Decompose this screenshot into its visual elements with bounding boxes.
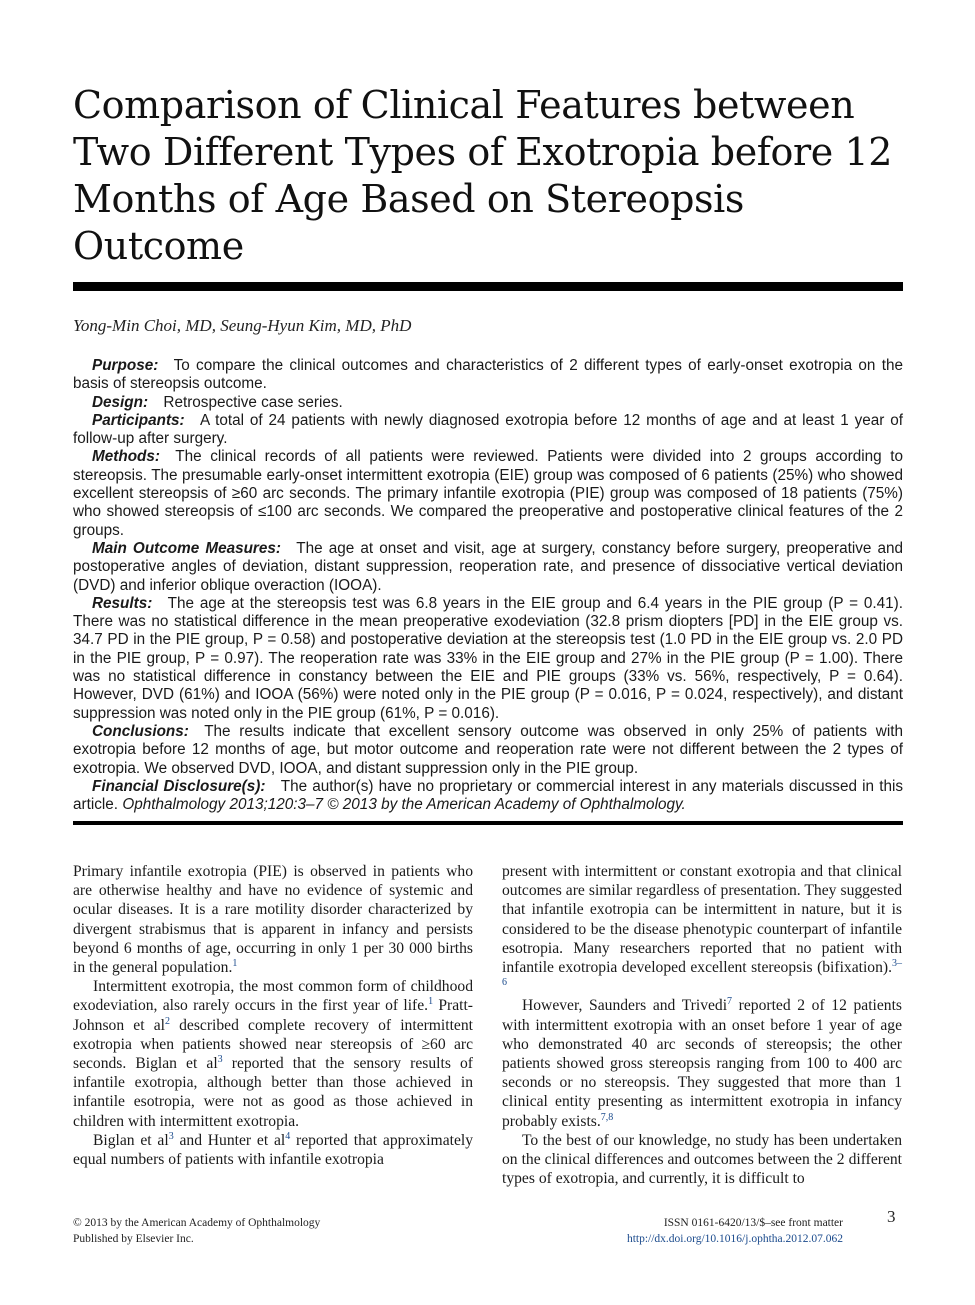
abstract-section xyxy=(73,357,903,394)
reference-link[interactable]: 3–6 xyxy=(502,957,902,989)
abstract-label: Conclusions: xyxy=(92,722,189,740)
abstract-text: To compare the clinical outcomes and characteristics of 2 different types of early-onset exotropia on the basis of stereopsis outcome. xyxy=(73,357,903,393)
abstract-text: A total of 24 patients with newly diagnosed exotropia before 12 months of age and at least 1 year of follow-up after surgery. xyxy=(73,411,903,448)
body-text: reported that approximately equal numbers of patients with infantile exotropia xyxy=(73,1131,473,1169)
body-paragraph xyxy=(502,862,902,996)
body-column-right xyxy=(502,862,902,1188)
abstract-label: Main Outcome Measures: xyxy=(92,539,281,557)
reference-link[interactable]: 7 xyxy=(727,996,733,1008)
abstract-section xyxy=(73,448,903,539)
body-text: reported 2 of 12 patients with intermittent exotropia with an onset before 1 year of age who demonstrated 40 arc seconds of stereopsis; the other patients showed gross stereopsis ranging from 100 to 400 arc seconds or no stereopsis. They suggested that more than 1 clinical entity presenting as intermittent exotropia in infancy probably exists. xyxy=(502,997,902,1130)
abstract-section xyxy=(73,412,903,449)
page-number: 3 xyxy=(887,1207,896,1226)
title-divider xyxy=(73,282,903,291)
abstract-label: Purpose: xyxy=(92,357,159,374)
body-paragraph xyxy=(73,977,473,1131)
body-text: To the best of our knowledge, no study has been undertaken on the clinical differences and outcomes between the 2 different types of exotropia, and currently, it is difficult to xyxy=(502,1131,902,1188)
abstract-text: The clinical records of all patients were reviewed. Patients were divided into 2 groups according to stereopsis. The presumable early-onset intermittent exotropia (EIE) group was composed of 6 patients (25%) who showed excellent stereopsis of ≥60 arc seconds. The primary infantile exotropia (PIE) group was composed of 18 patients (75%) who showed stereopsis of ≤100 arc seconds. We compared the preoperative and postoperative clinical features of the 2 groups. xyxy=(73,448,903,539)
abstract-text: The age at the stereopsis test was 6.8 years in the EIE group and 6.4 years in the PIE group (P = 0.41). There was no statistical difference in the mean preoperative exodeviation (32.8 prism diopters [PD] in the EIE group vs. 34.7 PD in the PIE group, P = 0.58) and postoperative deviation at the stereopsis test (1.0 PD in the EIE group vs. 2.0 PD in the PIE group, P = 0.97). The reoperation rate was 33% in the EIE group and 27% in the PIE group (P = 1.00). There was no statistical difference in constancy between the EIE and PIE groups (33% vs. 56%, respectively, P = 0.64). However, DVD (61%) and IOOA (56%) were noted only in the PIE group (P = 0.016, P = 0.024, respectively), and distant suppression was noted only in the PIE group (61%, P = 0.016). xyxy=(73,594,903,722)
doi-link[interactable]: http://dx.doi.org/10.1016/j.ophtha.2012.07.062 xyxy=(626,1233,843,1245)
reference-link[interactable]: 7,8 xyxy=(600,1111,614,1123)
abstract-section xyxy=(73,595,903,723)
footer-left xyxy=(73,1215,320,1247)
abstract-divider xyxy=(73,821,903,825)
article-title: Comparison of Clinical Features between Two Different Types of Exotropia before 12 Months of Age Based on Stereopsis Outcome xyxy=(73,83,893,268)
abstract-label: Design: xyxy=(92,393,149,411)
abstract-label: Methods: xyxy=(92,448,160,466)
reference-link[interactable]: 3 xyxy=(217,1053,223,1065)
abstract-label: Financial Disclosure(s): xyxy=(92,777,266,795)
body-text: Pratt-Johnson et al xyxy=(73,997,474,1034)
body-text: Biglan et al xyxy=(93,1131,169,1149)
abstract-text: The age at onset and visit, age at surgery, constancy before surgery, preoperative and postoperative angles of deviation, distant suppression, reoperation rate, and presence of dissociative vertical deviation (DVD) and inferior oblique overaction (IOOA). xyxy=(73,539,903,594)
reference-link[interactable]: 2 xyxy=(164,1015,170,1027)
abstract-text: The author(s) have no proprietary or commercial interest in any materials discussed in this article. xyxy=(73,777,903,814)
abstract-text: The results indicate that excellent sensory outcome was observed in only 25% of patients with exotropia before 12 months of age, but motor outcome and reoperation rate were not different between the 2 types of exotropia. We observed DVD, IOOA, and distant suppression only in the PIE group. xyxy=(73,722,903,777)
body-column-left xyxy=(73,862,473,1169)
body-paragraph xyxy=(73,862,473,977)
abstract-section xyxy=(73,394,903,412)
reference-link[interactable]: 3 xyxy=(168,1130,174,1142)
body-text: Intermittent exotropia, the most common form of childhood exodeviation, also rarely occurs in the first year of life. xyxy=(73,978,473,1015)
reference-link[interactable]: 4 xyxy=(285,1130,291,1142)
author-list: Yong-Min Choi, MD, Seung-Hyun Kim, MD, PhD xyxy=(73,316,412,335)
body-text: However, Saunders and Trivedi xyxy=(522,997,728,1015)
abstract-section xyxy=(73,723,903,778)
footer-copyright: © 2013 by the American Academy of Ophthalmology xyxy=(73,1217,321,1229)
footer-right xyxy=(560,1215,843,1247)
footer-publisher: Published by Elsevier Inc. xyxy=(73,1233,194,1245)
footer-issn: ISSN 0161-6420/13/$–see front matter xyxy=(663,1217,843,1229)
body-text: present with intermittent or constant exotropia and that clinical outcomes are similar regardless of presentation. They suggested that infantile exotropia can be intermittent in nature, but it is considered to be the disease phenotypic counterpart of infantile esotropia. Many researchers reported that no patient with infantile exotropia developed excellent stereopsis (bifixation). xyxy=(502,863,902,977)
body-paragraph xyxy=(502,1131,902,1189)
abstract-section xyxy=(73,778,903,815)
body-text: described complete recovery of intermittent exotropia when patients showed near stereopsis of ≥60 arc seconds. Biglan et al xyxy=(73,1016,473,1073)
journal-citation: Ophthalmology 2013;120:3–7 © 2013 by the American Academy of Ophthalmology. xyxy=(122,796,686,814)
abstract-text: Retrospective case series. xyxy=(163,393,343,411)
abstract xyxy=(73,357,903,814)
abstract-section xyxy=(73,540,903,595)
body-text: and Hunter et al xyxy=(173,1131,286,1149)
reference-link[interactable]: 1 xyxy=(428,996,434,1008)
abstract-label: Results: xyxy=(92,594,153,612)
body-text: reported that the sensory results of infantile exotropia, although better than those achieved in infantile esotropia, were not as good as those achieved in children with intermittent exotropia. xyxy=(73,1055,473,1130)
reference-link[interactable]: 1 xyxy=(232,957,238,969)
body-paragraph xyxy=(73,1131,473,1169)
abstract-label: Participants: xyxy=(92,411,185,429)
body-text: Primary infantile exotropia (PIE) is observed in patients who are otherwise healthy and have no evidence of systemic and ocular diseases. It is a rare motility disorder characterized by divergent strabismus that is apparent in infancy and persists beyond 6 months of age, occurring in only 1 per 30 000 births in the general population. xyxy=(73,863,473,977)
body-paragraph xyxy=(502,996,902,1130)
